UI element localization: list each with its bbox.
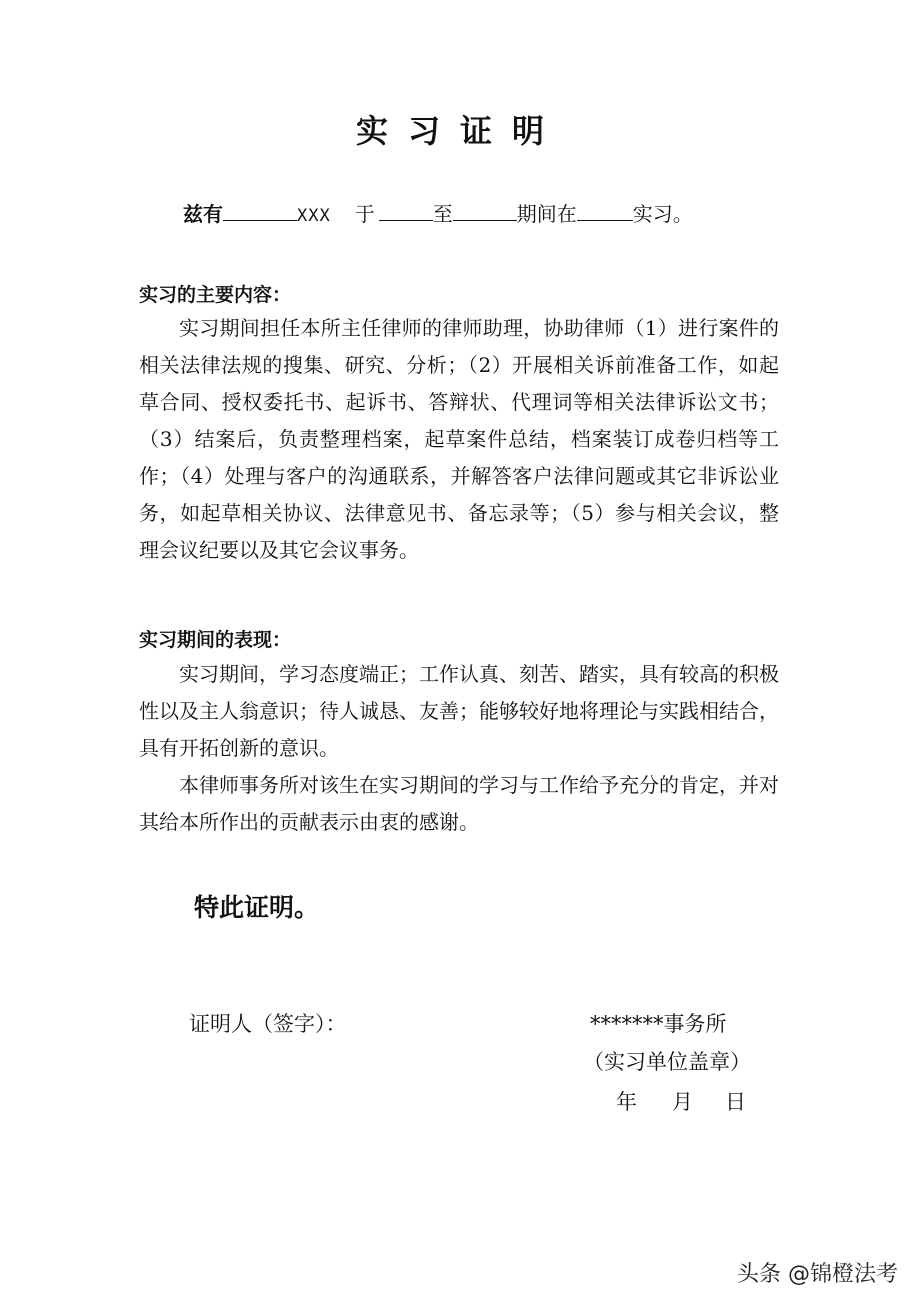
- intro-from: 于: [354, 202, 375, 226]
- intern-name: XXX: [297, 206, 331, 226]
- document-title: 实习证明: [355, 112, 564, 150]
- performance-text-1: 实习期间，学习态度端正；工作认真、刻苦、踏实，具有较高的积极性以及主人翁意识；待人诚恳、友善；能够较好地将理论与实践相结合，具有开拓创新的意识。: [139, 662, 779, 760]
- stamp-note: （实习单位盖章）: [583, 1050, 751, 1074]
- date-day: 日: [725, 1090, 746, 1114]
- place-blank: [577, 198, 633, 221]
- content-text: 实习期间担任本所主任律师的律师助理，协助律师（1）进行案件的相关法律法规的搜集、研究、分析；（2）开展相关诉前准备工作，如起草合同、授权委托书、起诉书、答辩状、代理词等相关法律诉讼文书；（3）结案后，负责整理档案，起草案件总结，档案装订成卷归档等工作；（4）处理与客户的沟通联系，并解答客户法律问题或其它非诉讼业务，如起草相关协议、法律意见书、备忘录等；（5）参与相关会议，整理会议纪要以及其它会议事务。: [139, 316, 779, 562]
- name-blank: [223, 198, 297, 221]
- intro-line: [183, 198, 693, 231]
- firm-name: *******事务所: [590, 1012, 727, 1036]
- intro-suffix: 实习。: [632, 202, 693, 226]
- start-date-blank: [379, 198, 433, 221]
- date-year: 年: [616, 1090, 637, 1114]
- end-date-blank: [453, 198, 517, 221]
- date-month: 月: [672, 1090, 693, 1114]
- performance-text-2: 本律师事务所对该生在实习期间的学习与工作给予充分的肯定，并对其给本所作出的贡献表示由衷的感谢。: [139, 773, 779, 834]
- performance-heading: 实习期间的表现：: [139, 629, 292, 651]
- intro-to: 至: [432, 202, 453, 226]
- content-paragraph: [139, 310, 779, 569]
- watermark: 头条 @锦橙法考: [737, 1262, 898, 1287]
- closing-statement: 特此证明。: [194, 893, 320, 922]
- certifier-label: 证明人（签字）：: [189, 1012, 347, 1036]
- performance-paragraph: [139, 656, 779, 841]
- intro-prefix: 兹有: [183, 202, 223, 226]
- content-heading: 实习的主要内容：: [139, 284, 292, 306]
- intro-period: 期间在: [516, 202, 577, 226]
